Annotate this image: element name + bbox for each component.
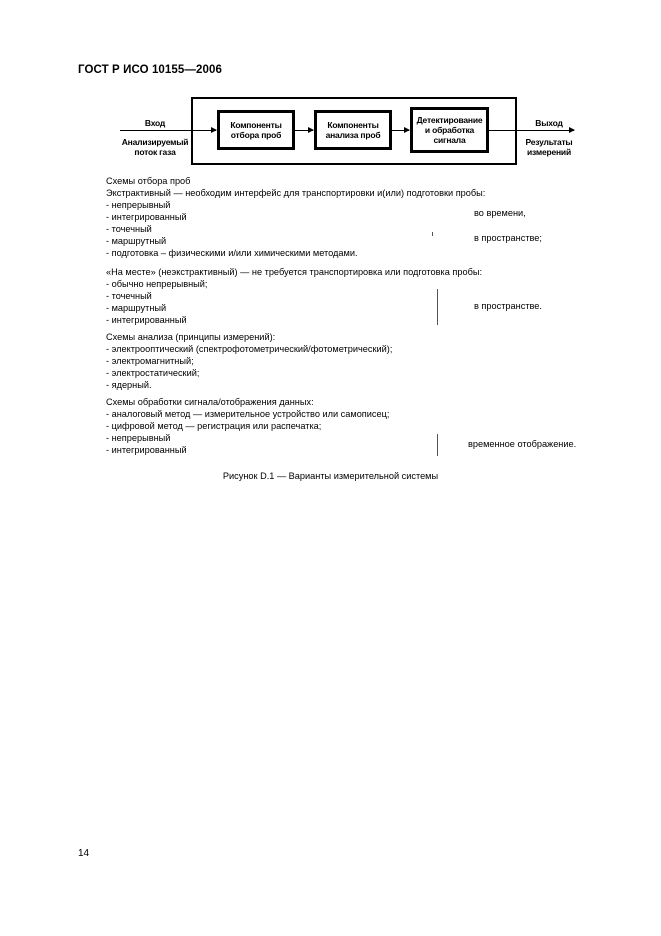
input-desc-line1: Анализируемый xyxy=(121,137,189,147)
processing-note: временное отображение. xyxy=(468,439,577,449)
box2-line1: Компоненты xyxy=(327,120,379,130)
list-item: - электромагнитный; xyxy=(106,356,194,366)
arrow-1-2 xyxy=(295,130,313,131)
box1-line2: отбора проб xyxy=(230,130,282,140)
output-desc-line2: измерений xyxy=(527,147,571,157)
list-item: - подготовка – физическими и/или химическими методами. xyxy=(106,248,358,258)
bracket-insitu xyxy=(437,289,438,325)
processing-heading: Схемы обработки сигнала/отображения данных: xyxy=(106,397,314,407)
measurement-system-diagram xyxy=(0,0,661,200)
insitu-line: «На месте» (неэкстрактивный) — не требуется транспортировка или подготовка пробы: xyxy=(106,267,483,277)
list-item: - электростатический; xyxy=(106,368,200,378)
list-item: - интегрированный xyxy=(106,315,187,325)
list-item: - непрерывный xyxy=(106,433,171,443)
output-label: Выход xyxy=(535,118,563,128)
sampling-heading: Схемы отбора проб xyxy=(106,176,191,186)
box3-line2: и обработка xyxy=(424,125,475,135)
box3-line3: сигнала xyxy=(433,135,466,145)
input-label: Вход xyxy=(144,118,166,128)
list-item: - аналоговый метод — измерительное устройство или самописец; xyxy=(106,409,390,419)
extractive-line: Экстрактивный — необходим интерфейс для транспортировки и(или) подготовки пробы: xyxy=(106,188,486,198)
list-item: - точечный xyxy=(106,224,152,234)
bracket-processing xyxy=(437,434,438,456)
list-item: - интегрированный xyxy=(106,445,187,455)
input-desc-line2: поток газа xyxy=(134,147,176,157)
page-number: 14 xyxy=(78,848,90,859)
list-item: - цифровой метод — регистрация или распечатка; xyxy=(106,421,322,431)
figure-caption: Рисунок D.1 — Варианты измерительной системы xyxy=(222,471,439,481)
list-item: - точечный xyxy=(106,291,152,301)
input-arrow xyxy=(120,130,216,131)
box2-line2: анализа проб xyxy=(325,130,381,140)
box1-line1: Компоненты xyxy=(230,120,282,130)
output-desc-line1: Результаты xyxy=(525,137,573,147)
arrow-2-3 xyxy=(392,130,409,131)
sampling-components-box xyxy=(217,110,295,150)
list-item: - маршрутный xyxy=(106,236,167,246)
list-item: - обычно непрерывный; xyxy=(106,279,208,289)
signal-processing-box xyxy=(410,107,489,153)
list-item: - непрерывный xyxy=(106,200,171,210)
insitu-note: в пространстве. xyxy=(474,301,542,311)
list-item: - маршрутный xyxy=(106,303,167,313)
analysis-components-box xyxy=(314,110,392,150)
output-arrow xyxy=(489,130,574,131)
list-item: - интегрированный xyxy=(106,212,187,222)
list-item: - электрооптический (спектрофотометрический/фотометрический); xyxy=(106,344,393,354)
bracket-space xyxy=(432,232,433,236)
list-item: - ядерный. xyxy=(106,380,152,390)
note-space: в пространстве; xyxy=(474,233,542,243)
note-time: во времени, xyxy=(474,208,526,218)
box3-line1: Детектирование xyxy=(416,115,483,125)
page-header: ГОСТ Р ИСО 10155—2006 xyxy=(78,64,223,76)
analysis-heading: Схемы анализа (принципы измерений): xyxy=(106,332,276,342)
